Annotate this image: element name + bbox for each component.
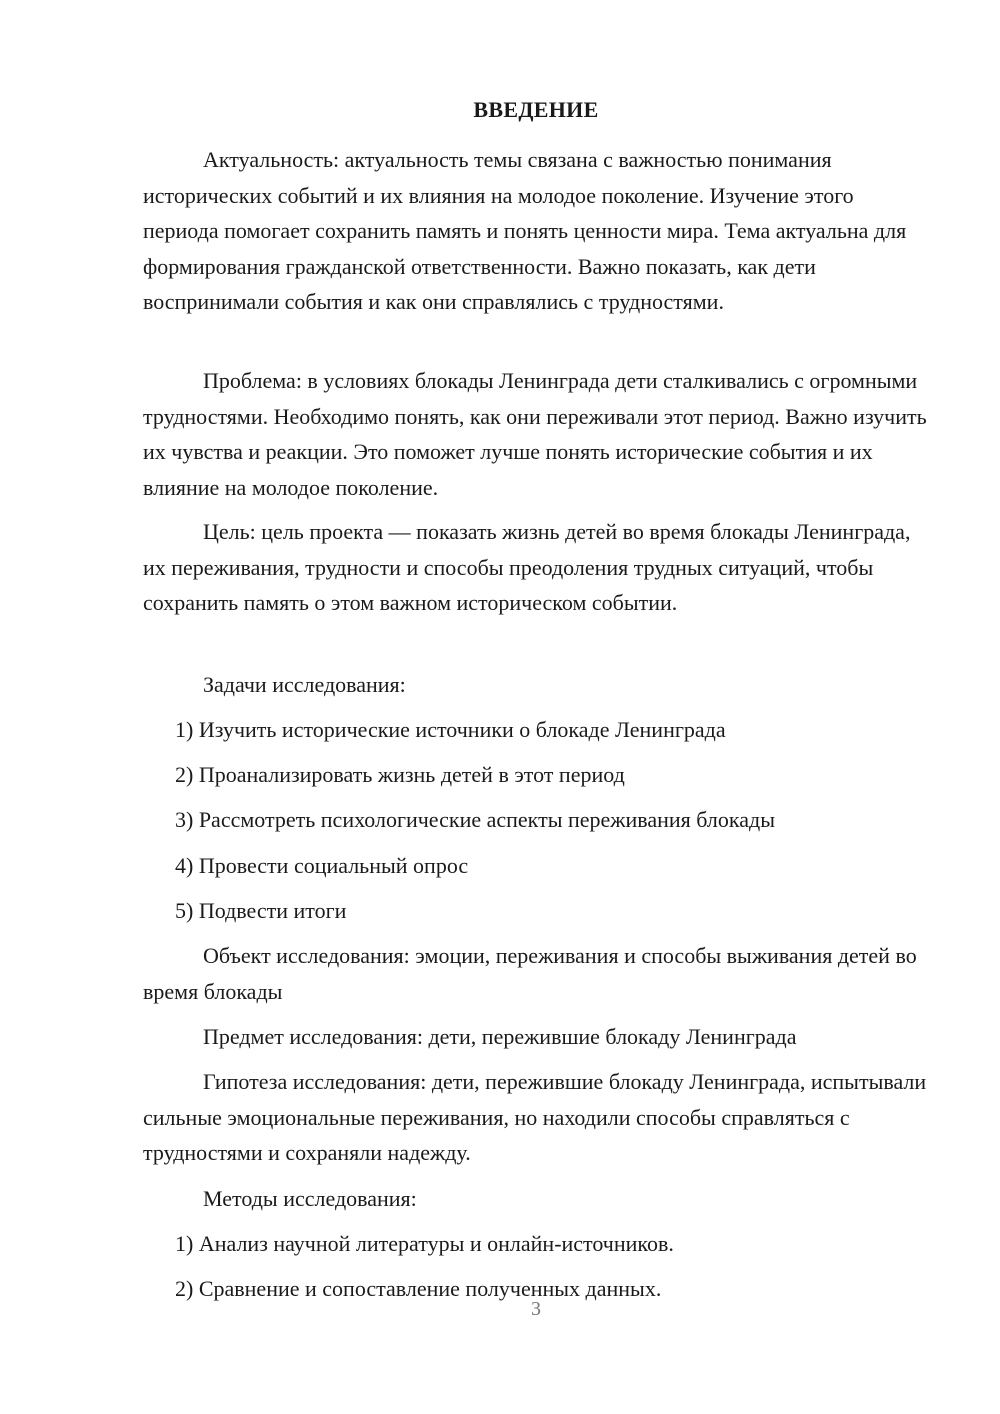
page-title: ВВЕДЕНИЕ bbox=[473, 97, 599, 122]
task-item: 2) Проанализировать жизнь детей в этот период bbox=[175, 762, 625, 787]
task-item: 1) Изучить исторические источники о блокаде Ленинграда bbox=[175, 717, 726, 742]
paragraph-hypothesis: Гипотеза исследования: дети, пережившие блокаду Ленинграда, испытывали сильные эмоциональные переживания, но находили способы справляться с трудностями и сохраняли надежду. bbox=[143, 1069, 927, 1165]
task-item: 4) Провести социальный опрос bbox=[175, 853, 469, 878]
paragraph-relevance: Актуальность: актуальность темы связана с важностью понимания исторических событий и их влияния на молодое поколение. Изучение этого периода помогает сохранить память и понять ценности мира. Тема актуальна для формирования гражданской ответственности. Важно показать, как дети воспринимали события и как они справлялись с трудностями. bbox=[143, 147, 907, 314]
task-item: 5) Подвести итоги bbox=[175, 898, 347, 923]
paragraph-subject: Предмет исследования: дети, пережившие блокаду Ленинграда bbox=[203, 1024, 797, 1049]
page-number: 3 bbox=[531, 1298, 541, 1320]
method-item: 1) Анализ научной литературы и онлайн-источников. bbox=[175, 1231, 674, 1256]
paragraph-problem: Проблема: в условиях блокады Ленинграда дети сталкивались с огромными трудностями. Необходимо понять, как они переживали этот период. Важно изучить их чувства и реакции. Это поможет лучше понять исторические события и их влияние на молодое поколение. bbox=[143, 368, 927, 500]
method-item: 2) Сравнение и сопоставление полученных данных. bbox=[175, 1276, 662, 1301]
tasks-heading: Задачи исследования: bbox=[203, 672, 406, 697]
methods-heading: Методы исследования: bbox=[203, 1186, 417, 1211]
task-item: 3) Рассмотреть психологические аспекты переживания блокады bbox=[175, 807, 775, 832]
paragraph-goal: Цель: цель проекта — показать жизнь детей во время блокады Ленинграда, их переживания, трудности и способы преодоления трудных ситуаций, чтобы сохранить память о этом важном историческом событии. bbox=[143, 519, 911, 615]
paragraph-object: Объект исследования: эмоции, переживания и способы выживания детей во время блокады bbox=[143, 943, 917, 1004]
